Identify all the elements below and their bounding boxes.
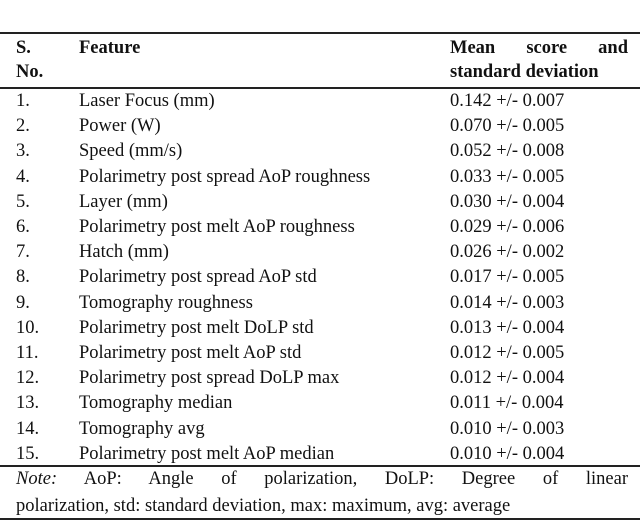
row-number: 3.: [16, 141, 30, 162]
header-feature-text: Feature: [79, 38, 141, 58]
row-score: 0.012 +/- 0.005: [450, 343, 565, 363]
header-sno: [16, 36, 43, 84]
row-number: 8.: [16, 267, 30, 288]
header-feature: [79, 36, 140, 60]
table-row: [0, 291, 640, 316]
row-number: 15.: [16, 443, 40, 464]
row-feature: Polarimetry post melt AoP roughness: [79, 217, 355, 237]
row-score: 0.052 +/- 0.008: [450, 141, 565, 162]
table-row: [0, 341, 640, 366]
table-row: [0, 240, 640, 265]
row-number: 7.: [16, 242, 30, 263]
table-row: [0, 391, 640, 416]
row-feature: Polarimetry post spread AoP std: [79, 267, 317, 288]
row-feature: Polarimetry post spread DoLP max: [79, 368, 340, 389]
row-feature: Polarimetry post melt DoLP std: [79, 317, 314, 338]
row-feature: Power (W): [79, 116, 161, 137]
header-mean-line1: Mean score and: [450, 38, 628, 58]
row-number: 1.: [16, 91, 30, 111]
table-row: [0, 114, 640, 139]
top-rule: [0, 32, 640, 34]
row-feature: Tomography avg: [79, 418, 205, 439]
row-feature: Polarimetry post melt AoP median: [79, 443, 335, 464]
row-score: 0.070 +/- 0.005: [450, 116, 565, 137]
row-number: 12.: [16, 368, 40, 389]
header-sno-line2: No.: [16, 62, 44, 82]
table-row: [0, 316, 640, 341]
row-score: 0.014 +/- 0.003: [450, 292, 565, 313]
row-number: 11.: [16, 343, 39, 363]
table-row: [0, 265, 640, 290]
row-score: 0.026 +/- 0.002: [450, 242, 565, 263]
table-row: [0, 190, 640, 215]
row-feature: Layer (mm): [79, 191, 168, 212]
table-row: [0, 139, 640, 164]
table-note: [16, 466, 628, 520]
header-mean: [450, 36, 628, 84]
note-line1: [16, 466, 628, 493]
row-number: 5.: [16, 191, 30, 212]
note-label: Note:: [16, 469, 58, 489]
note-text-2: polarization, std: standard deviation, max: maximum, avg: average: [16, 496, 511, 516]
row-feature: Laser Focus (mm): [79, 91, 215, 111]
table-row: [0, 89, 640, 114]
row-score: 0.017 +/- 0.005: [450, 267, 565, 288]
row-score: 0.029 +/- 0.006: [450, 217, 565, 237]
row-feature: Polarimetry post melt AoP std: [79, 343, 302, 363]
row-number: 6.: [16, 217, 30, 237]
row-number: 14.: [16, 418, 40, 439]
row-number: 4.: [16, 166, 30, 187]
row-feature: Hatch (mm): [79, 242, 169, 263]
table-row: [0, 366, 640, 391]
row-feature: Tomography median: [79, 393, 233, 414]
row-feature: Polarimetry post spread AoP roughness: [79, 166, 371, 187]
table-row: [0, 442, 640, 467]
row-number: 13.: [16, 393, 40, 414]
row-number: 9.: [16, 292, 30, 313]
row-score: 0.011 +/- 0.004: [450, 393, 564, 414]
row-feature: Speed (mm/s): [79, 141, 183, 162]
row-number: 2.: [16, 116, 30, 137]
row-score: 0.013 +/- 0.004: [450, 317, 565, 338]
header-sno-line1: S.: [16, 38, 31, 58]
row-number: 10.: [16, 317, 40, 338]
header-mean-line2: standard deviation: [450, 62, 599, 82]
table-row: [0, 165, 640, 190]
row-feature: Tomography roughness: [79, 292, 253, 313]
table-row: [0, 215, 640, 240]
table-row: [0, 417, 640, 442]
row-score: 0.012 +/- 0.004: [450, 368, 565, 389]
row-score: 0.030 +/- 0.004: [450, 191, 565, 212]
row-score: 0.010 +/- 0.004: [450, 443, 565, 464]
note-text-1: AoP: Angle of polarization, DoLP: Degree of linear: [83, 469, 628, 489]
row-score: 0.142 +/- 0.007: [450, 91, 565, 111]
row-score: 0.010 +/- 0.003: [450, 418, 565, 439]
row-score: 0.033 +/- 0.005: [450, 166, 565, 187]
